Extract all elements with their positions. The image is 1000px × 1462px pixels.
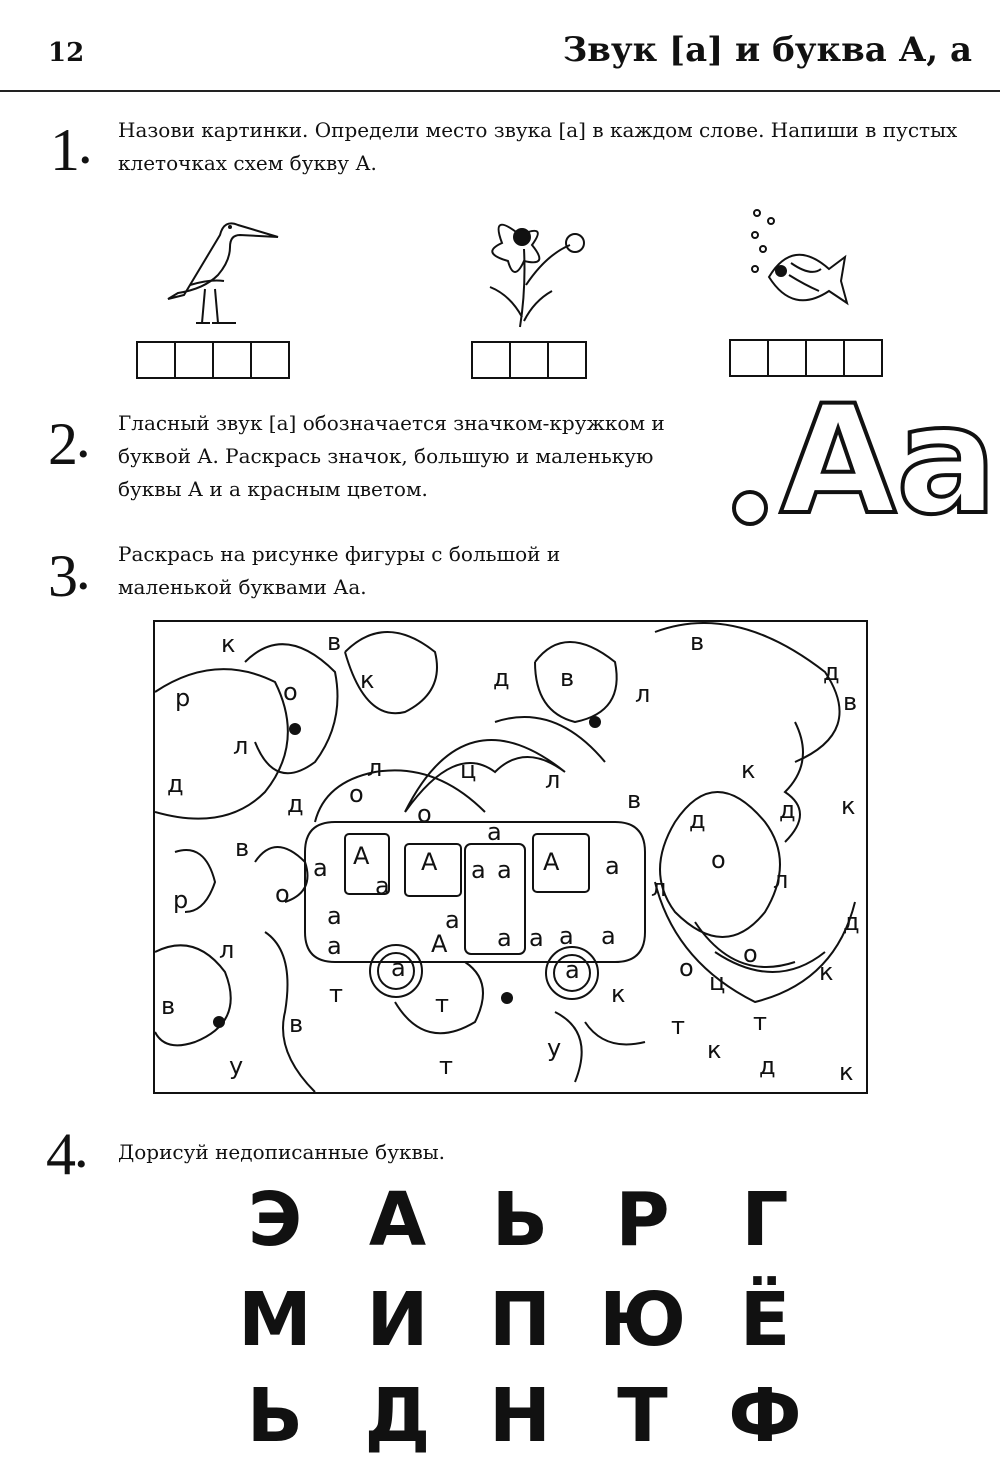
letter-l: л	[773, 866, 789, 894]
letter-l: л	[651, 874, 667, 902]
letter-a: а	[497, 924, 512, 952]
fish-icon	[745, 205, 855, 315]
task-3-text: Раскрась на рисунке фигуры с большой и маленькой буквами Аа.	[118, 542, 561, 599]
letter-t: т	[435, 990, 449, 1018]
letter-k: к	[841, 792, 856, 820]
page-number: 12	[48, 38, 85, 68]
letter-o: о	[417, 800, 432, 828]
partial-letter[interactable]: Н	[489, 1373, 551, 1459]
letter-a: а	[471, 856, 486, 884]
letter-A: А	[353, 842, 370, 870]
letter-o: о	[679, 954, 694, 982]
letter-a: а	[605, 852, 620, 880]
letter-d: д	[167, 770, 184, 798]
partial-letter[interactable]: Д	[364, 1373, 431, 1459]
letter-k: к	[819, 958, 834, 986]
word-scheme-stork[interactable]	[136, 341, 290, 379]
letter-l: л	[545, 766, 561, 794]
partial-letter[interactable]: П	[489, 1277, 551, 1363]
letter-l: л	[219, 936, 235, 964]
poppy-icon	[470, 205, 610, 330]
letter-v: в	[560, 664, 575, 692]
letter-o: о	[711, 846, 726, 874]
letter-k: к	[707, 1036, 722, 1064]
letter-k: к	[360, 666, 375, 694]
partial-letter[interactable]: Э	[247, 1177, 303, 1263]
letter-v: в	[289, 1010, 304, 1038]
letter-d: д	[843, 908, 860, 936]
letter-k: к	[221, 630, 236, 658]
letter-t: т	[329, 980, 343, 1008]
partial-letter[interactable]: Г	[741, 1177, 789, 1263]
letter-l: л	[635, 680, 651, 708]
partial-letter[interactable]: Ё	[739, 1277, 791, 1363]
word-scheme-fish[interactable]	[729, 339, 883, 377]
letter-a: а	[497, 856, 512, 884]
word-scheme-poppy[interactable]	[471, 341, 587, 379]
letter-v: в	[161, 992, 176, 1020]
letter-k: к	[839, 1058, 854, 1086]
letter-a-circle: а	[391, 954, 406, 982]
letter-o: о	[743, 940, 758, 968]
partial-letter[interactable]: И	[366, 1277, 429, 1363]
letter-u: у	[229, 1052, 244, 1080]
letter-d: д	[759, 1052, 776, 1080]
letter-a: а	[313, 854, 328, 882]
task-1-text: Назови картинки. Определи место звука [а] в каждом слове. Напиши в пустых клеточках схем букву А.	[118, 118, 958, 175]
letter-A: А	[421, 848, 438, 876]
letter-A: А	[431, 930, 448, 958]
task-2-text: Гласный звук [а] обозначается значком-кружком и буквой А. Раскрась значок, большую и маленькую буквы А и а красным цветом.	[118, 411, 665, 501]
letter-t: т	[439, 1052, 453, 1080]
task-2-number: 2•	[48, 411, 89, 477]
task-1-number: 1•	[50, 117, 91, 183]
letter-d: д	[689, 806, 706, 834]
letter-v: в	[327, 628, 342, 656]
letter-t: т	[753, 1008, 767, 1036]
letter-d: д	[823, 658, 840, 686]
partial-letter[interactable]: Р	[615, 1177, 670, 1263]
letter-l: л	[367, 754, 383, 782]
letter-ts: ц	[460, 756, 477, 784]
task-3-number: 3•	[48, 543, 89, 609]
letter-r: р	[175, 684, 191, 712]
stork-icon	[160, 205, 280, 330]
partial-letter[interactable]: Ь	[491, 1177, 549, 1263]
task-4-text: Дорисуй недописанные буквы.	[118, 1140, 446, 1164]
vowel-circle-sign[interactable]	[732, 490, 768, 526]
letter-a-circle: а	[565, 956, 580, 984]
partial-letter[interactable]: Ь	[246, 1373, 304, 1459]
big-letters-outline[interactable]: Аа	[780, 374, 998, 548]
page-title: Звук [а] и буква А, а	[562, 30, 972, 70]
letter-a: а	[559, 922, 574, 950]
letter-ts: ц	[709, 968, 726, 996]
letter-d: д	[287, 790, 304, 818]
partial-letter[interactable]: А	[368, 1177, 427, 1263]
letter-d: д	[779, 796, 796, 824]
partial-letter[interactable]: Ф	[728, 1373, 802, 1459]
letter-u: у	[547, 1034, 562, 1062]
letter-t: т	[671, 1012, 685, 1040]
letter-l: л	[233, 732, 249, 760]
letter-k: к	[611, 980, 626, 1008]
coloring-picture[interactable]	[153, 620, 868, 1094]
partial-letter[interactable]: Ю	[599, 1277, 686, 1363]
letter-A: А	[543, 848, 560, 876]
letter-a: а	[327, 902, 342, 930]
letter-k: к	[741, 756, 756, 784]
letter-a: а	[327, 932, 342, 960]
letter-a: а	[529, 924, 544, 952]
partial-letter[interactable]: М	[238, 1277, 312, 1363]
partial-letter[interactable]: Т	[617, 1373, 668, 1459]
partial-letters-row-2	[230, 1277, 810, 1363]
header-rule	[0, 90, 1000, 92]
letter-v: в	[843, 688, 858, 716]
letter-a: а	[445, 906, 460, 934]
letter-a: а	[601, 922, 616, 950]
task-4-number: 4•	[46, 1121, 87, 1187]
partial-letters-row-3	[230, 1373, 810, 1459]
letter-a: а	[487, 818, 502, 846]
letter-o: о	[349, 780, 364, 808]
letter-a: а	[375, 872, 390, 900]
letter-r: р	[173, 886, 189, 914]
letter-v: в	[627, 786, 642, 814]
letter-v: в	[235, 834, 250, 862]
partial-letters-row-1	[230, 1177, 810, 1263]
letter-o: о	[283, 678, 298, 706]
letter-d: д	[493, 664, 510, 692]
letter-v: в	[690, 628, 705, 656]
letter-o: о	[275, 880, 290, 908]
